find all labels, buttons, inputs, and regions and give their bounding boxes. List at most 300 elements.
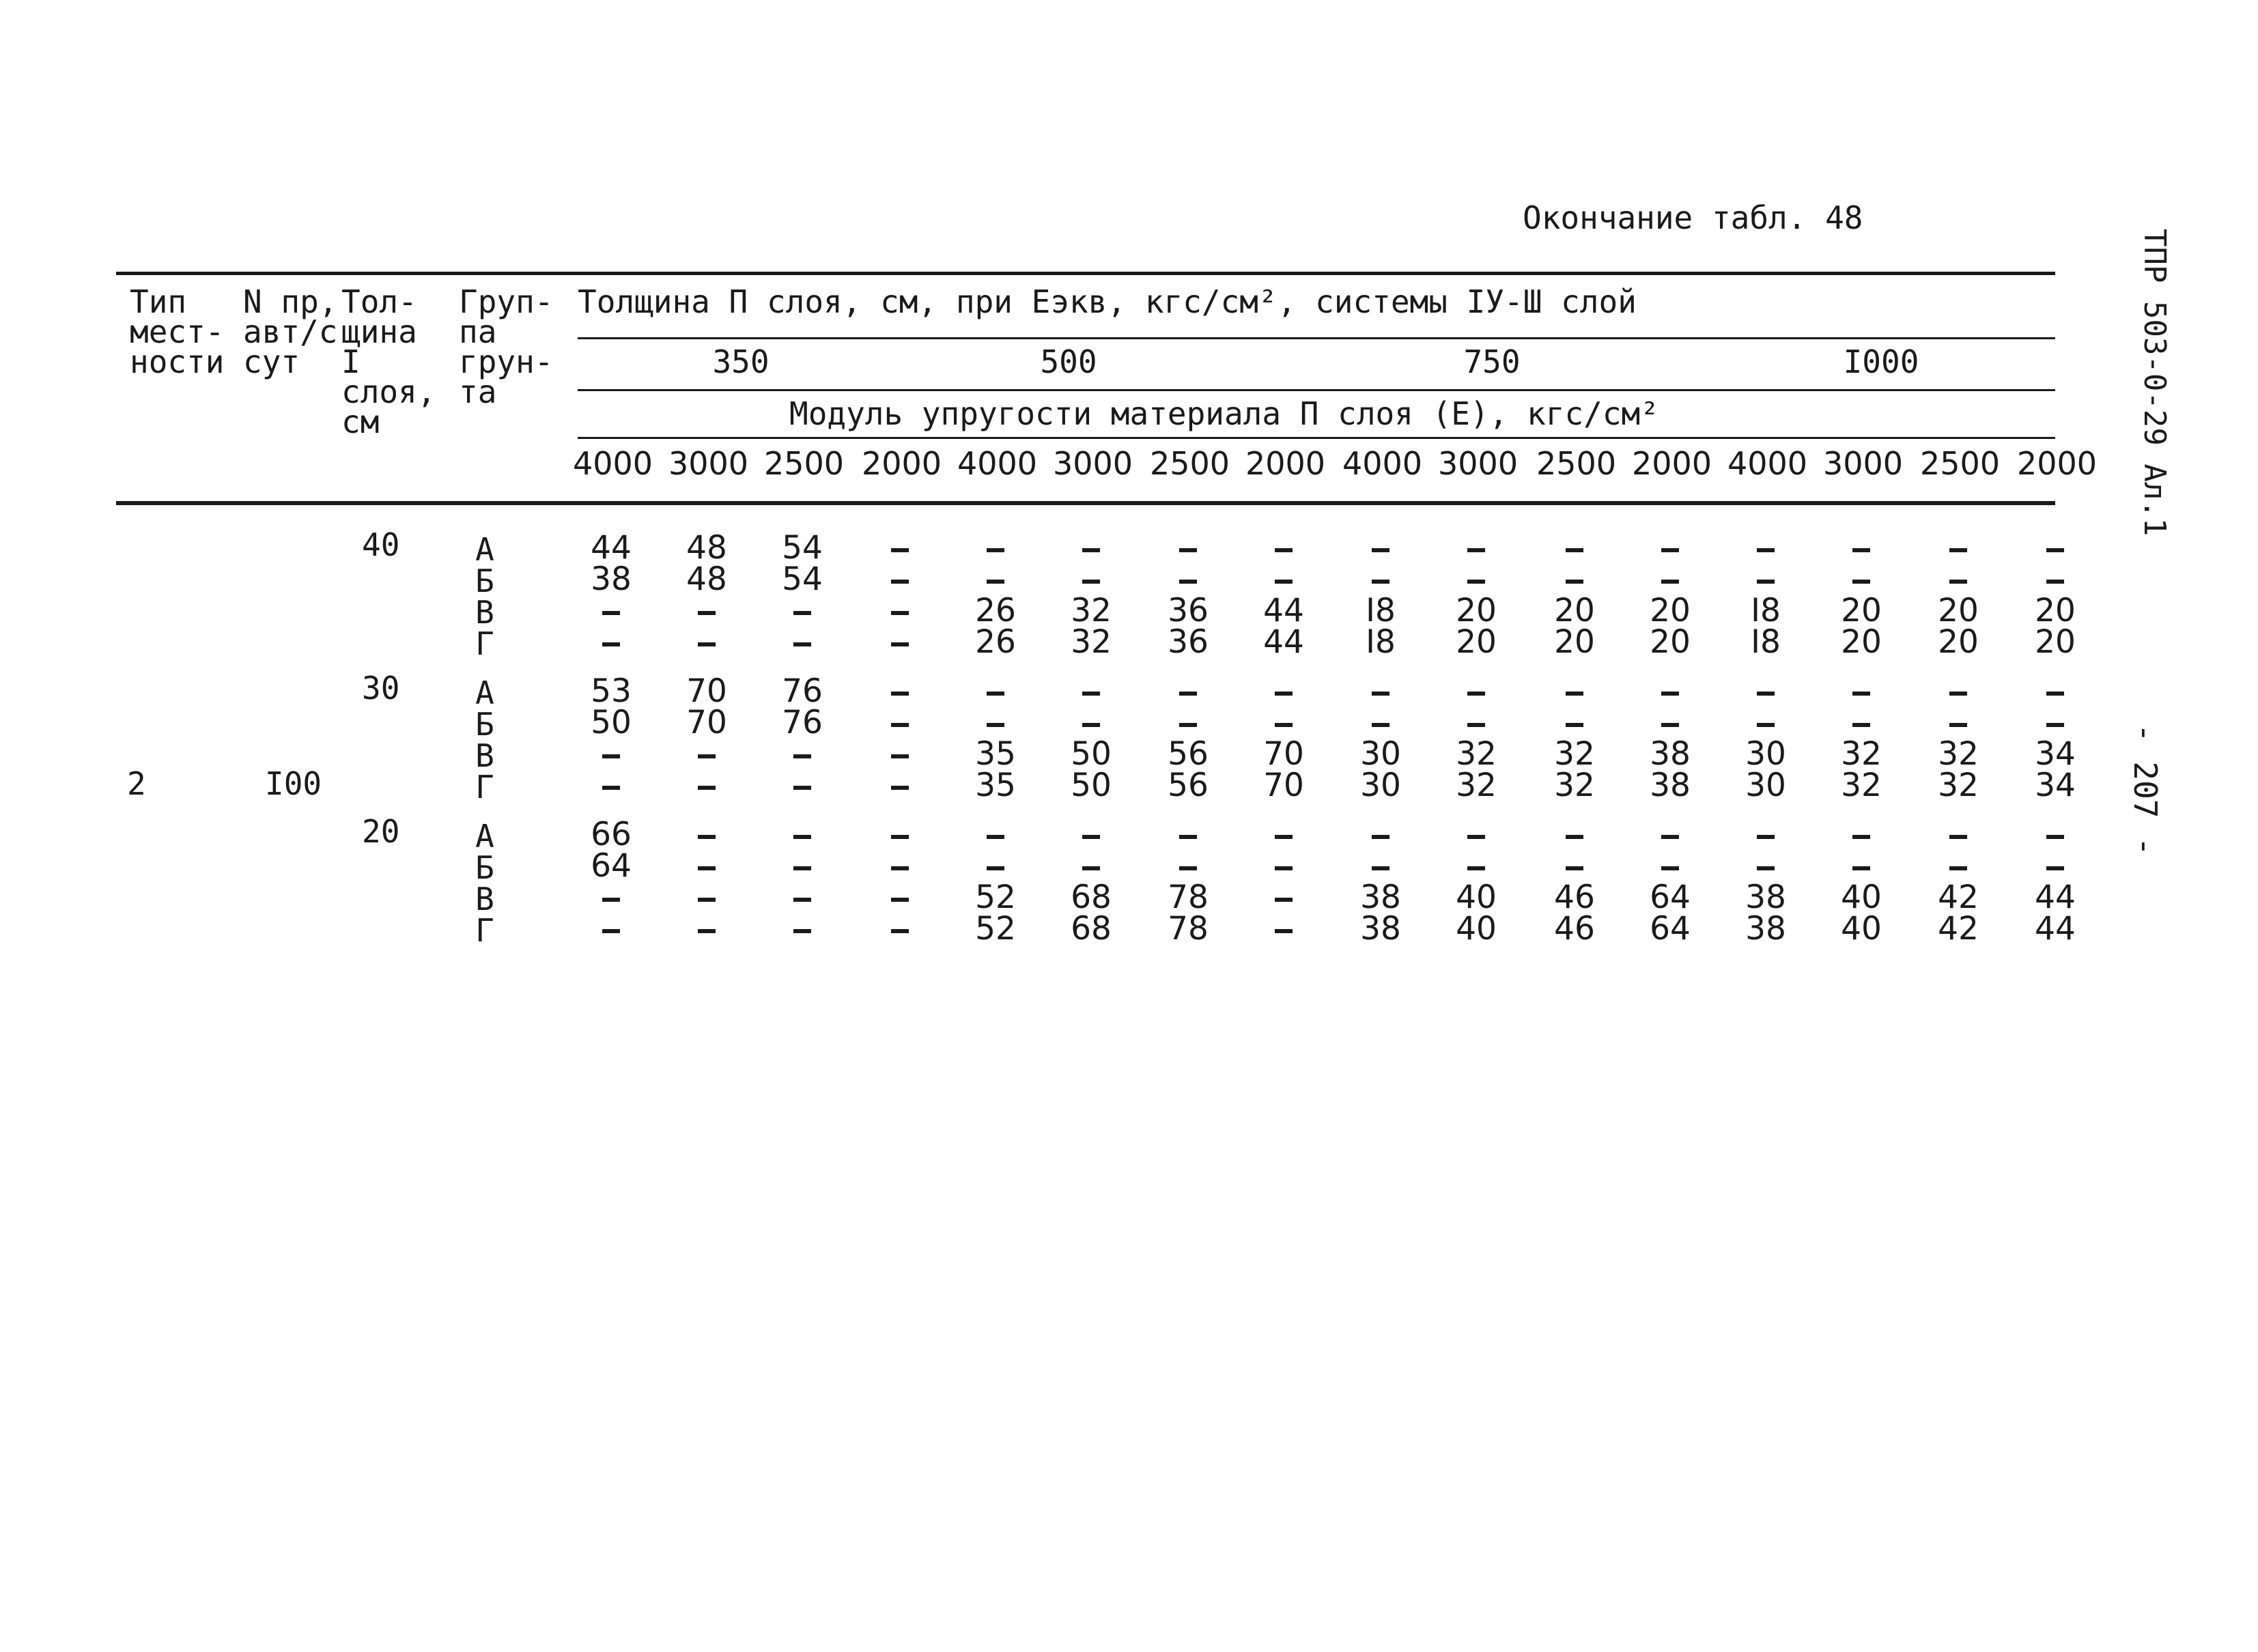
table-cell: 44 <box>2035 879 2076 916</box>
dash-mark <box>1852 692 1870 696</box>
table-cell <box>1831 564 1892 595</box>
table-cell: 26 <box>975 592 1016 629</box>
modulus-value-13: 3000 <box>1823 445 1904 482</box>
table-cell <box>869 627 931 658</box>
dash-mark <box>1757 692 1775 696</box>
table-cell <box>1060 532 1122 564</box>
table-cell: 38 <box>1360 910 1401 948</box>
table-cell <box>2024 851 2086 882</box>
table-cell: I8 <box>1366 592 1396 629</box>
dash-mark <box>1566 580 1583 584</box>
modulus-value-2: 2500 <box>764 445 845 482</box>
dash-mark <box>1467 548 1485 552</box>
table-cell <box>676 595 737 627</box>
modulus-value-9: 3000 <box>1438 445 1519 482</box>
dash-mark <box>1757 580 1775 584</box>
dash-mark <box>891 548 909 552</box>
table-cell <box>772 882 833 913</box>
table-cell <box>1928 532 1989 564</box>
cell-soil-group: А <box>475 674 494 711</box>
table-cell <box>1735 851 1796 882</box>
dash-mark <box>793 786 811 790</box>
table-cell: 64 <box>591 847 632 885</box>
table-cell: 53 <box>591 672 632 710</box>
dash-mark <box>1275 723 1293 727</box>
table-cell: 38 <box>1650 735 1691 773</box>
table-cell: 32 <box>1456 735 1497 773</box>
table-cell <box>772 770 833 801</box>
dash-mark <box>1372 723 1389 727</box>
table-cell <box>580 913 642 945</box>
dash-mark <box>602 898 620 902</box>
dash-mark <box>1082 548 1100 552</box>
table-cell <box>772 819 833 851</box>
table-cell: 78 <box>1168 910 1209 948</box>
table-cell: 70 <box>686 672 727 710</box>
table-cell <box>965 851 1026 882</box>
table-cell: 38 <box>1745 879 1786 916</box>
table-cell: 32 <box>1071 623 1112 661</box>
dash-mark <box>891 898 909 902</box>
dash-mark <box>1082 692 1100 696</box>
table-cell <box>1735 532 1796 564</box>
table-cell: 50 <box>1071 735 1112 773</box>
dash-mark <box>1757 866 1775 870</box>
dash-mark <box>987 580 1004 584</box>
dash-mark <box>1179 866 1197 870</box>
cell-soil-group: А <box>475 531 494 568</box>
dash-mark <box>1852 723 1870 727</box>
table-cell <box>1544 707 1605 739</box>
table-cell: 38 <box>1360 879 1401 916</box>
table-cell: 70 <box>1263 735 1304 773</box>
header-subrule-3 <box>578 437 2055 439</box>
table-cell: 34 <box>2035 735 2076 773</box>
dash-mark <box>698 898 716 902</box>
table-cell: 32 <box>1554 735 1595 773</box>
table-cell: 32 <box>1841 767 1882 804</box>
table-top-rule <box>116 272 2055 275</box>
table-cell: 36 <box>1168 592 1209 629</box>
table-cell: 66 <box>591 816 632 853</box>
header-modulus-title: Модуль упругости материала П слоя (Е), кгс/см² <box>789 395 1659 432</box>
table-cell <box>1060 851 1122 882</box>
dash-mark <box>1757 835 1775 839</box>
cell-traffic: I00 <box>265 765 322 802</box>
table-cell <box>772 913 833 945</box>
table-cell <box>1157 676 1219 707</box>
modulus-value-14: 2500 <box>1920 445 2001 482</box>
table-cell <box>2024 819 2086 851</box>
cell-soil-group: Г <box>475 912 494 949</box>
dash-mark <box>1082 723 1100 727</box>
cell-soil-group: А <box>475 818 494 855</box>
table-cell: 30 <box>1745 735 1786 773</box>
dash-mark <box>891 866 909 870</box>
table-cell <box>2024 532 2086 564</box>
table-cell <box>1253 564 1314 595</box>
table-cell: 46 <box>1554 910 1595 948</box>
table-cell: 32 <box>1071 592 1112 629</box>
table-cell <box>1445 564 1507 595</box>
table-cell: 35 <box>975 767 1016 804</box>
dash-mark <box>1661 548 1679 552</box>
table-cell <box>1735 564 1796 595</box>
table-cell <box>869 532 931 564</box>
table-cell: 40 <box>1841 910 1882 948</box>
table-cell: 44 <box>591 529 632 567</box>
table-cell: 20 <box>1650 623 1691 661</box>
table-cell <box>1350 819 1411 851</box>
dash-mark <box>1275 692 1293 696</box>
dash-mark <box>891 929 909 933</box>
dash-mark <box>1467 692 1485 696</box>
dash-mark <box>1467 835 1485 839</box>
cell-soil-group: Г <box>475 625 494 662</box>
dash-mark <box>602 642 620 646</box>
table-cell <box>1157 819 1219 851</box>
dash-mark <box>1661 723 1679 727</box>
table-cell <box>1157 851 1219 882</box>
table-cell <box>1544 676 1605 707</box>
table-cell: 48 <box>686 529 727 567</box>
table-cell: 20 <box>1938 623 1979 661</box>
table-cell <box>1350 564 1411 595</box>
modulus-value-12: 4000 <box>1727 445 1808 482</box>
table-cell <box>965 707 1026 739</box>
modulus-value-6: 2500 <box>1150 445 1230 482</box>
dash-mark <box>1949 866 1967 870</box>
table-cell: 20 <box>1841 623 1882 661</box>
table-cell <box>965 819 1026 851</box>
table-cell <box>676 882 737 913</box>
dash-mark <box>891 642 909 646</box>
dash-mark <box>891 835 909 839</box>
table-cell: 64 <box>1650 879 1691 916</box>
dash-mark <box>1179 580 1197 584</box>
page-number-text: - 207 - <box>2127 724 2164 856</box>
dash-mark <box>1566 692 1583 696</box>
table-cell <box>1735 707 1796 739</box>
table-cell: 56 <box>1168 767 1209 804</box>
cell-soil-group: В <box>475 881 494 917</box>
table-cell: 20 <box>1456 623 1497 661</box>
table-cell: 32 <box>1456 767 1497 804</box>
dash-mark <box>987 835 1004 839</box>
dash-mark <box>1949 692 1967 696</box>
table-cell <box>1735 676 1796 707</box>
dash-mark <box>1949 835 1967 839</box>
dash-mark <box>1179 723 1197 727</box>
modulus-value-1: 3000 <box>668 445 749 482</box>
modulus-value-15: 2000 <box>2017 445 2098 482</box>
table-cell: 38 <box>1650 767 1691 804</box>
table-cell: 78 <box>1168 879 1209 916</box>
table-cell <box>1544 532 1605 564</box>
dash-mark <box>891 754 909 758</box>
cell-soil-group: В <box>475 737 494 774</box>
table-cell: 44 <box>1263 623 1304 661</box>
dash-mark <box>1661 692 1679 696</box>
table-cell <box>1060 707 1122 739</box>
modulus-value-4: 4000 <box>957 445 1038 482</box>
table-cell <box>580 882 642 913</box>
dash-mark <box>1372 580 1389 584</box>
table-cell: 50 <box>1071 767 1112 804</box>
dash-mark <box>1566 866 1583 870</box>
table-header-bottom-rule <box>116 501 2055 505</box>
table-cell <box>2024 676 2086 707</box>
table-cell <box>1253 676 1314 707</box>
table-cell: 44 <box>2035 910 2076 948</box>
header-subrule-1 <box>578 337 2055 339</box>
table-cell: 20 <box>1554 592 1595 629</box>
cell-thickness-0: 40 <box>362 526 400 563</box>
cell-soil-group: В <box>475 594 494 631</box>
table-cell <box>1639 707 1701 739</box>
dash-mark <box>891 580 909 584</box>
dash-mark <box>1467 723 1485 727</box>
table-cell <box>1928 564 1989 595</box>
dash-mark <box>2046 548 2064 552</box>
page-number <box>2127 724 2168 887</box>
table-cell: I8 <box>1751 592 1781 629</box>
dash-mark <box>1179 548 1197 552</box>
table-cell <box>1928 851 1989 882</box>
dash-mark <box>1566 723 1583 727</box>
dash-mark <box>1275 866 1293 870</box>
dash-mark <box>1467 580 1485 584</box>
table-cell <box>580 595 642 627</box>
table-cell: 68 <box>1071 910 1112 948</box>
table-cell <box>676 770 737 801</box>
table-cell: I8 <box>1366 623 1396 661</box>
table-cell <box>580 739 642 770</box>
table-cell <box>676 739 737 770</box>
table-cell: 44 <box>1263 592 1304 629</box>
table-cell <box>1928 676 1989 707</box>
table-cell: 48 <box>686 560 727 598</box>
table-cell <box>869 819 931 851</box>
cell-thickness-1: 30 <box>362 670 400 707</box>
dash-mark <box>1852 835 1870 839</box>
table-cell <box>1253 532 1314 564</box>
table-cell <box>1060 564 1122 595</box>
table-cell <box>1544 819 1605 851</box>
dash-mark <box>698 929 716 933</box>
table-cell <box>772 627 833 658</box>
table-cell: 32 <box>1841 735 1882 773</box>
table-cell: 32 <box>1938 735 1979 773</box>
dash-mark <box>1757 548 1775 552</box>
table-cell: 56 <box>1168 735 1209 773</box>
dash-mark <box>1372 548 1389 552</box>
table-cell <box>1060 676 1122 707</box>
dash-mark <box>2046 866 2064 870</box>
table-cell: 20 <box>1554 623 1595 661</box>
table-cell <box>869 707 931 739</box>
table-cell: 70 <box>686 704 727 741</box>
dash-mark <box>1179 835 1197 839</box>
table-cell <box>1544 851 1605 882</box>
table-cell: I8 <box>1751 623 1781 661</box>
dash-mark <box>793 866 811 870</box>
table-cell <box>1639 851 1701 882</box>
dash-mark <box>1467 866 1485 870</box>
table-cell <box>1060 819 1122 851</box>
table-cell <box>772 739 833 770</box>
dash-mark <box>987 692 1004 696</box>
dash-mark <box>1852 548 1870 552</box>
dash-mark <box>698 786 716 790</box>
table-cell <box>676 819 737 851</box>
table-cell: 20 <box>1456 592 1497 629</box>
table-cell <box>965 676 1026 707</box>
table-cell <box>1831 851 1892 882</box>
table-cell <box>869 913 931 945</box>
dash-mark <box>1852 866 1870 870</box>
table-cell: 20 <box>1841 592 1882 629</box>
table-cell <box>1831 707 1892 739</box>
side-note-text: ТПР 503-0-29 Ал.1 <box>2137 229 2172 537</box>
table-cell: 20 <box>1938 592 1979 629</box>
modulus-value-7: 2000 <box>1245 445 1326 482</box>
table-cell: 64 <box>1650 910 1691 948</box>
table-cell: 42 <box>1938 879 1979 916</box>
table-cell: 70 <box>1263 767 1304 804</box>
dash-mark <box>793 754 811 758</box>
table-cell <box>965 532 1026 564</box>
modulus-value-0: 4000 <box>573 445 653 482</box>
table-cell: 68 <box>1071 879 1112 916</box>
header-terrain-type: Тип мест- ности <box>130 283 225 380</box>
dash-mark <box>1852 580 1870 584</box>
dash-mark <box>1661 580 1679 584</box>
dash-mark <box>602 754 620 758</box>
table-cell <box>1639 819 1701 851</box>
table-cell <box>1253 882 1314 913</box>
dash-mark <box>987 866 1004 870</box>
table-cell <box>1350 707 1411 739</box>
dash-mark <box>1179 692 1197 696</box>
dash-mark <box>2046 580 2064 584</box>
dash-mark <box>2046 692 2064 696</box>
modulus-value-3: 2000 <box>862 445 942 482</box>
dash-mark <box>1275 548 1293 552</box>
table-cell <box>1928 819 1989 851</box>
table-cell <box>1544 564 1605 595</box>
table-cell <box>869 739 931 770</box>
dash-mark <box>1757 723 1775 727</box>
table-cell <box>1445 532 1507 564</box>
table-cell <box>869 882 931 913</box>
table-cell <box>1831 532 1892 564</box>
dash-mark <box>1275 835 1293 839</box>
dash-mark <box>1949 548 1967 552</box>
dash-mark <box>2046 835 2064 839</box>
modulus-value-10: 2500 <box>1536 445 1617 482</box>
dash-mark <box>698 754 716 758</box>
table-cell <box>1445 851 1507 882</box>
side-note <box>2137 229 2178 584</box>
dash-mark <box>698 611 716 615</box>
eekv-group-0: 350 <box>712 343 770 380</box>
table-cell <box>1157 564 1219 595</box>
dash-mark <box>1082 866 1100 870</box>
table-cell <box>1639 564 1701 595</box>
table-cell <box>676 851 737 882</box>
dash-mark <box>1661 835 1679 839</box>
table-cell: 32 <box>1554 767 1595 804</box>
table-cell: 54 <box>782 529 823 567</box>
table-cell <box>869 851 931 882</box>
cell-soil-group: Г <box>475 769 494 806</box>
table-caption: Окончание табл. 48 <box>1523 199 1863 236</box>
modulus-value-11: 2000 <box>1632 445 1712 482</box>
dash-mark <box>1566 835 1583 839</box>
table-cell <box>1157 532 1219 564</box>
table-cell <box>1350 851 1411 882</box>
header-traffic: N пр, авт/с сут <box>243 283 338 380</box>
table-cell <box>1445 819 1507 851</box>
dash-mark <box>1082 835 1100 839</box>
table-cell <box>2024 707 2086 739</box>
dash-mark <box>602 929 620 933</box>
table-cell <box>869 676 931 707</box>
table-cell: 20 <box>2035 592 2076 629</box>
table-cell <box>2024 564 2086 595</box>
table-cell <box>869 564 931 595</box>
table-cell: 76 <box>782 704 823 741</box>
dash-mark <box>1275 929 1293 933</box>
table-cell <box>1831 676 1892 707</box>
table-cell: 52 <box>975 879 1016 916</box>
table-cell: 54 <box>782 560 823 598</box>
table-cell: 50 <box>591 704 632 741</box>
cell-thickness-2: 20 <box>362 813 400 850</box>
table-cell <box>1735 819 1796 851</box>
table-cell <box>772 851 833 882</box>
dash-mark <box>987 548 1004 552</box>
table-cell: 30 <box>1745 767 1786 804</box>
table-cell: 40 <box>1456 910 1497 948</box>
dash-mark <box>1372 692 1389 696</box>
table-cell: 40 <box>1841 879 1882 916</box>
dash-mark <box>1949 723 1967 727</box>
table-cell: 42 <box>1938 910 1979 948</box>
dash-mark <box>891 611 909 615</box>
header-subrule-2 <box>578 389 2055 391</box>
dash-mark <box>793 929 811 933</box>
eekv-group-3: I000 <box>1843 343 1919 380</box>
table-cell: 46 <box>1554 879 1595 916</box>
table-cell <box>1445 707 1507 739</box>
table-cell <box>1350 676 1411 707</box>
table-cell <box>1445 676 1507 707</box>
table-cell: 35 <box>975 735 1016 773</box>
table-cell <box>869 770 931 801</box>
table-cell <box>676 627 737 658</box>
table-cell: 26 <box>975 623 1016 661</box>
table-cell: 34 <box>2035 767 2076 804</box>
table-cell: 36 <box>1168 623 1209 661</box>
table-cell <box>676 913 737 945</box>
modulus-value-8: 4000 <box>1342 445 1423 482</box>
dash-mark <box>698 642 716 646</box>
dash-mark <box>698 835 716 839</box>
dash-mark <box>1949 580 1967 584</box>
dash-mark <box>793 611 811 615</box>
